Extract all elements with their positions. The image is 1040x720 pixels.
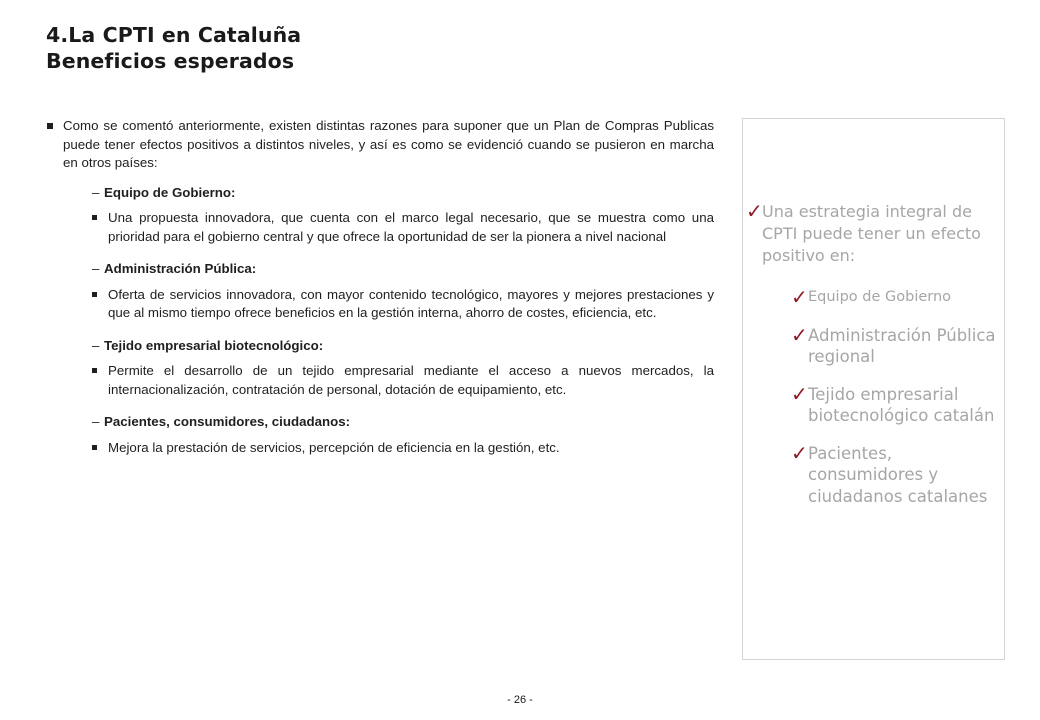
square-bullet-icon — [92, 368, 97, 373]
intro-paragraph — [46, 117, 714, 173]
section-tejido-empresarial — [92, 337, 714, 400]
section-bullet-text: Permite el desarrollo de un tejido empresarial mediante el acceso a nuevos mercados, la internacionalización, contratación de personal, dotación de equipamiento, etc. — [108, 363, 714, 397]
section-bullet — [92, 362, 714, 399]
summary-item-text: Pacientes, consumidores y ciudadanos catalanes — [808, 443, 988, 506]
square-bullet-icon — [92, 215, 97, 220]
section-bullet-text: Una propuesta innovadora, que cuenta con el marco legal necesario, que se muestra como una prioridad para el gobierno central y que ofrece la oportunidad de ser la pionera a nivel nacional — [108, 210, 714, 244]
page-title-line-2: Beneficios esperados — [46, 49, 295, 73]
main-content — [46, 117, 714, 471]
summary-item — [791, 440, 1003, 508]
section-heading-text: Administración Pública: — [104, 261, 257, 276]
page-title — [46, 22, 301, 74]
summary-item-text: Tejido empresarial biotecnológico catalán — [808, 384, 995, 425]
dash-bullet: – — [92, 261, 100, 276]
dash-bullet: – — [92, 337, 100, 353]
section-heading-text: Tejido empresarial biotecnológico: — [104, 337, 324, 353]
checkmark-icon: ✓ — [791, 285, 808, 309]
section-heading — [92, 184, 714, 203]
summary-content — [748, 201, 1003, 523]
page-title-line-1: 4.La CPTI en Cataluña — [46, 23, 302, 47]
section-bullet — [92, 439, 714, 458]
section-pacientes — [92, 413, 714, 457]
square-bullet-icon — [92, 292, 97, 297]
checkmark-icon: ✓ — [791, 440, 808, 465]
section-bullet — [92, 209, 714, 246]
square-bullet-icon — [92, 445, 97, 450]
summary-item — [791, 322, 1003, 368]
section-bullet — [92, 286, 714, 323]
section-administracion-publica — [92, 260, 714, 323]
section-heading — [92, 260, 714, 279]
checkmark-icon: ✓ — [746, 199, 763, 223]
section-heading-text: Equipo de Gobierno: — [104, 184, 236, 200]
dash-bullet: – — [92, 184, 100, 200]
section-heading-text: Pacientes, consumidores, ciudadanos: — [104, 414, 351, 429]
summary-item-text: Administración Pública regional — [808, 325, 996, 366]
section-bullet-text: Mejora la prestación de servicios, percepción de eficiencia en la gestión, etc. — [108, 439, 560, 455]
page-number: - 26 - — [507, 694, 533, 706]
summary-box — [742, 118, 1005, 660]
checkmark-icon: ✓ — [791, 322, 808, 347]
section-bullet-text: Oferta de servicios innovadora, con mayor contenido tecnológico, mayores y mejores prestaciones y que al mismo tiempo ofrece beneficios en la gestión interna, ahorro de costes, eficiencia, etc. — [108, 286, 714, 320]
square-bullet-icon — [47, 123, 53, 129]
summary-lead — [748, 201, 1003, 267]
dash-bullet: – — [92, 414, 100, 429]
section-equipo-gobierno — [92, 184, 714, 247]
summary-list — [791, 285, 1003, 507]
intro-text: Como se comentó anteriormente, existen distintas razones para suponer que un Plan de Compras Publicas puede tener efectos positivos a distintos niveles, y así es como se evidenció cuando se pusieron en marcha en otros países: — [63, 118, 714, 170]
summary-item — [791, 285, 1003, 309]
summary-lead-text: Una estrategia integral de CPTI puede tener un efecto positivo en: — [762, 202, 981, 265]
checkmark-icon: ✓ — [791, 381, 808, 406]
section-heading — [92, 337, 714, 356]
summary-item — [791, 381, 1003, 427]
section-heading — [92, 413, 714, 432]
summary-item-text: Equipo de Gobierno — [808, 289, 952, 305]
